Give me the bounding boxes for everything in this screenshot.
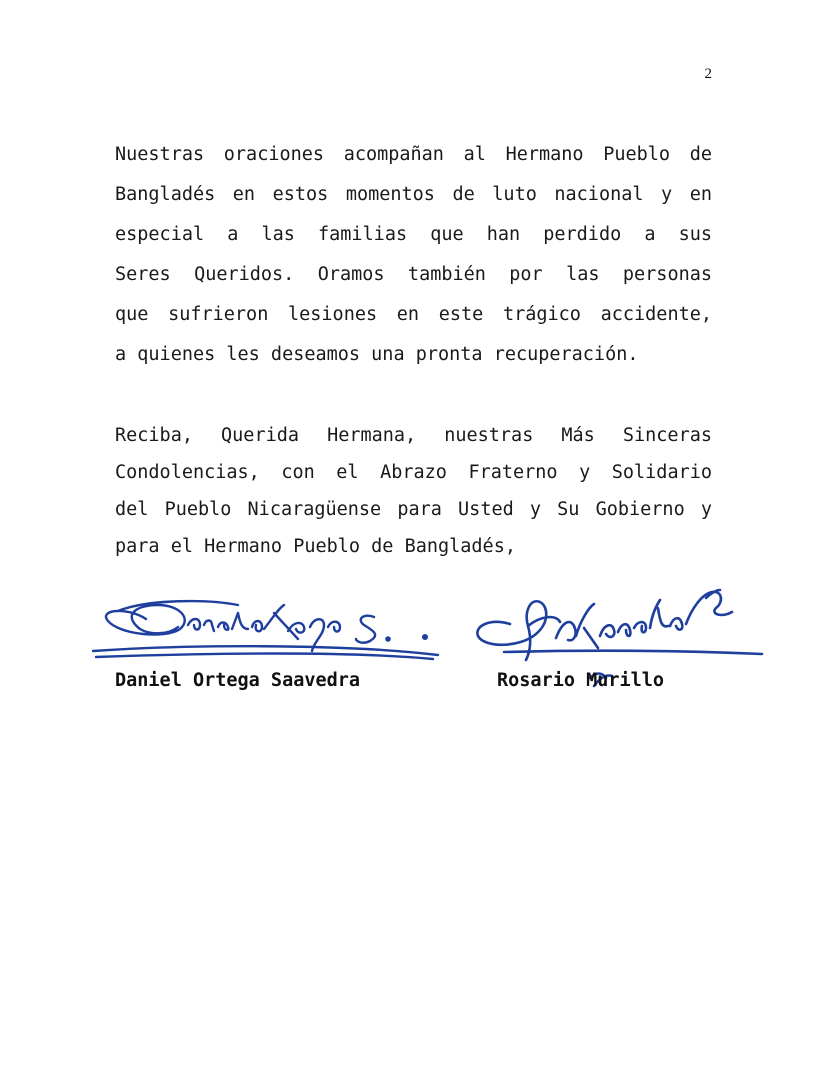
daniel-ortega-signature (88, 595, 443, 665)
paragraph-line: del Pueblo Nicaragüense para Usted y Su Gobierno y (115, 499, 712, 520)
paragraph-line: especial a las familias que han perdido a sus (115, 224, 712, 245)
paragraph-line: Seres Queridos. Oramos también por las personas (115, 264, 712, 285)
paragraph-line: Nuestras oraciones acompañan al Hermano Pueblo de (115, 144, 712, 165)
prayer-paragraph (115, 142, 712, 382)
signer-name-daniel-ortega: Daniel Ortega Saavedra (115, 670, 361, 691)
paragraph-line: para el Hermano Pueblo de Bangladés, (115, 536, 516, 557)
signer-name-rosario-murillo: Rosario Murillo (497, 670, 665, 691)
paragraph-line: que sufrieron lesiones en este trágico accidente, (115, 304, 712, 325)
paragraph-line: a quienes les deseamos una pronta recuperación. (115, 344, 639, 365)
page-number: 2 (704, 66, 712, 82)
paragraph-line: Bangladés en estos momentos de luto nacional y en (115, 184, 712, 205)
condolences-paragraph (115, 423, 712, 571)
paragraph-line: Condolencias, con el Abrazo Fraterno y Solidario (115, 462, 712, 483)
paragraph-line: Reciba, Querida Hermana, nuestras Más Sinceras (115, 425, 712, 446)
